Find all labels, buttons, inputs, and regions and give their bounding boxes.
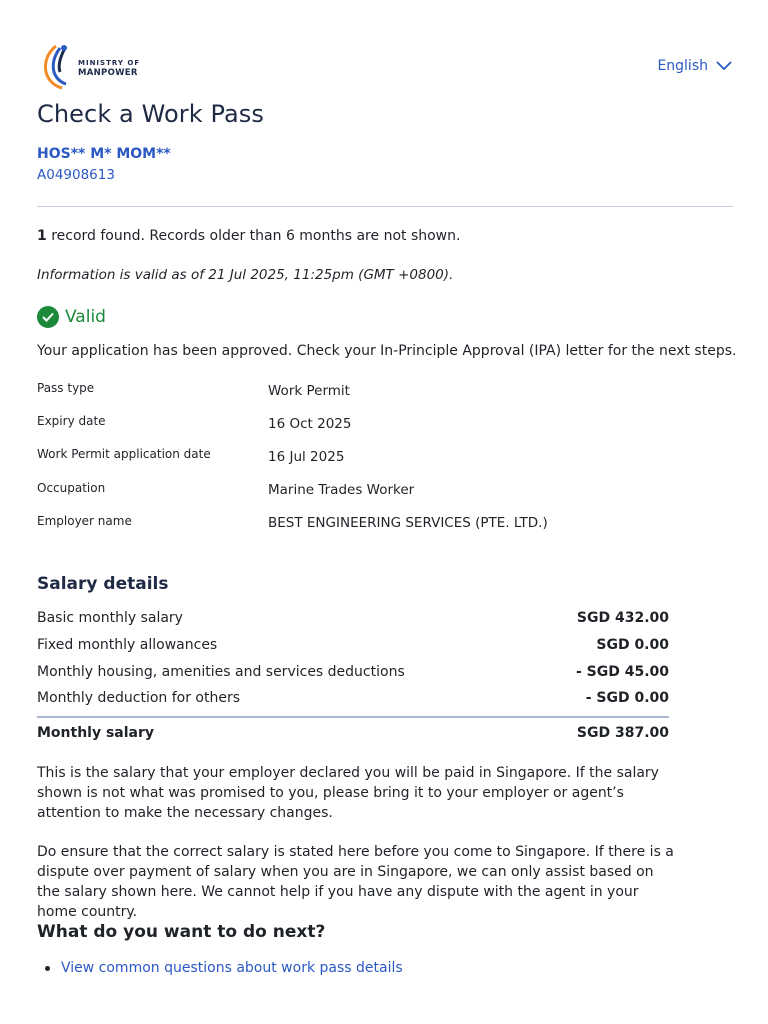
check-circle-icon: [37, 306, 59, 328]
logo-line-1: MINISTRY OF: [78, 59, 141, 67]
detail-value-application-date: 16 Jul 2025: [268, 449, 345, 465]
next-steps-title: What do you want to do next?: [37, 922, 326, 942]
salary-row-amount: SGD 0.00: [596, 637, 669, 653]
detail-label-employer-name: Employer name: [37, 514, 132, 528]
detail-value-occupation: Marine Trades Worker: [268, 482, 415, 498]
salary-total-label: Monthly salary: [37, 725, 155, 741]
bullet-icon: [45, 966, 50, 971]
detail-label-application-date: Work Permit application date: [37, 447, 211, 461]
salary-row: [37, 664, 669, 680]
mom-logo-icon: [36, 42, 76, 94]
header-divider: [37, 206, 733, 207]
salary-note-1: This is the salary that your employer declared you will be paid in Singapore. If the salary shown is not what was promised to you, please bring it to your employer or agent’s attention to make the necessary changes.: [37, 765, 659, 821]
mom-logo[interactable]: [36, 42, 146, 94]
salary-total-row: [37, 725, 669, 741]
salary-row-amount: - SGD 45.00: [575, 664, 669, 680]
records-found-text: [37, 228, 460, 244]
salary-row-amount: - SGD 0.00: [585, 690, 669, 706]
salary-row-label: Fixed monthly allowances: [37, 637, 218, 653]
page-title: Check a Work Pass: [37, 100, 265, 128]
salary-note-2: Do ensure that the correct salary is stated here before you come to Singapore. If there is a dispute over payment of salary when you are in Singapore, we can only assist based on the salary shown here. We cannot help if you have any dispute with the agent in your home country.: [37, 844, 674, 920]
record-count: 1: [37, 228, 47, 244]
chevron-down-icon: [716, 61, 732, 71]
salary-row: [37, 637, 669, 653]
detail-label-expiry-date: Expiry date: [37, 414, 106, 428]
salary-row-amount: SGD 432.00: [576, 610, 669, 626]
detail-label-pass-type: Pass type: [37, 381, 95, 395]
detail-value-employer-name: BEST ENGINEERING SERVICES (PTE. LTD.): [268, 515, 548, 531]
logo-line-2: MANPOWER: [78, 68, 138, 78]
pass-holder-name: HOS** M* MOM**: [37, 146, 171, 162]
validity-timestamp: Information is valid as of 21 Jul 2025, 11:25pm (GMT +0800).: [37, 267, 454, 283]
faq-link[interactable]: View common questions about work pass details: [61, 960, 403, 976]
status-badge: [37, 306, 106, 328]
salary-row: [37, 690, 669, 706]
language-selector[interactable]: [657, 58, 732, 74]
detail-value-pass-type: Work Permit: [268, 383, 350, 399]
language-label: English: [657, 58, 708, 74]
salary-row-label: Monthly housing, amenities and services deductions: [37, 664, 405, 680]
salary-total-amount: SGD 387.00: [576, 725, 669, 741]
salary-row: [37, 610, 669, 626]
salary-row-label: Monthly deduction for others: [37, 690, 241, 706]
pass-holder-id: A04908613: [37, 167, 115, 183]
salary-row-label: Basic monthly salary: [37, 610, 183, 626]
salary-section-title: Salary details: [37, 574, 169, 594]
status-label: Valid: [65, 307, 106, 327]
status-message: Your application has been approved. Check your In-Principle Approval (IPA) letter for the next steps.: [37, 343, 737, 359]
record-text: record found. Records older than 6 months are not shown.: [46, 228, 461, 244]
salary-total-divider: [37, 716, 669, 718]
next-steps-list: [45, 960, 403, 976]
detail-value-expiry-date: 16 Oct 2025: [268, 416, 352, 432]
detail-label-occupation: Occupation: [37, 481, 106, 495]
